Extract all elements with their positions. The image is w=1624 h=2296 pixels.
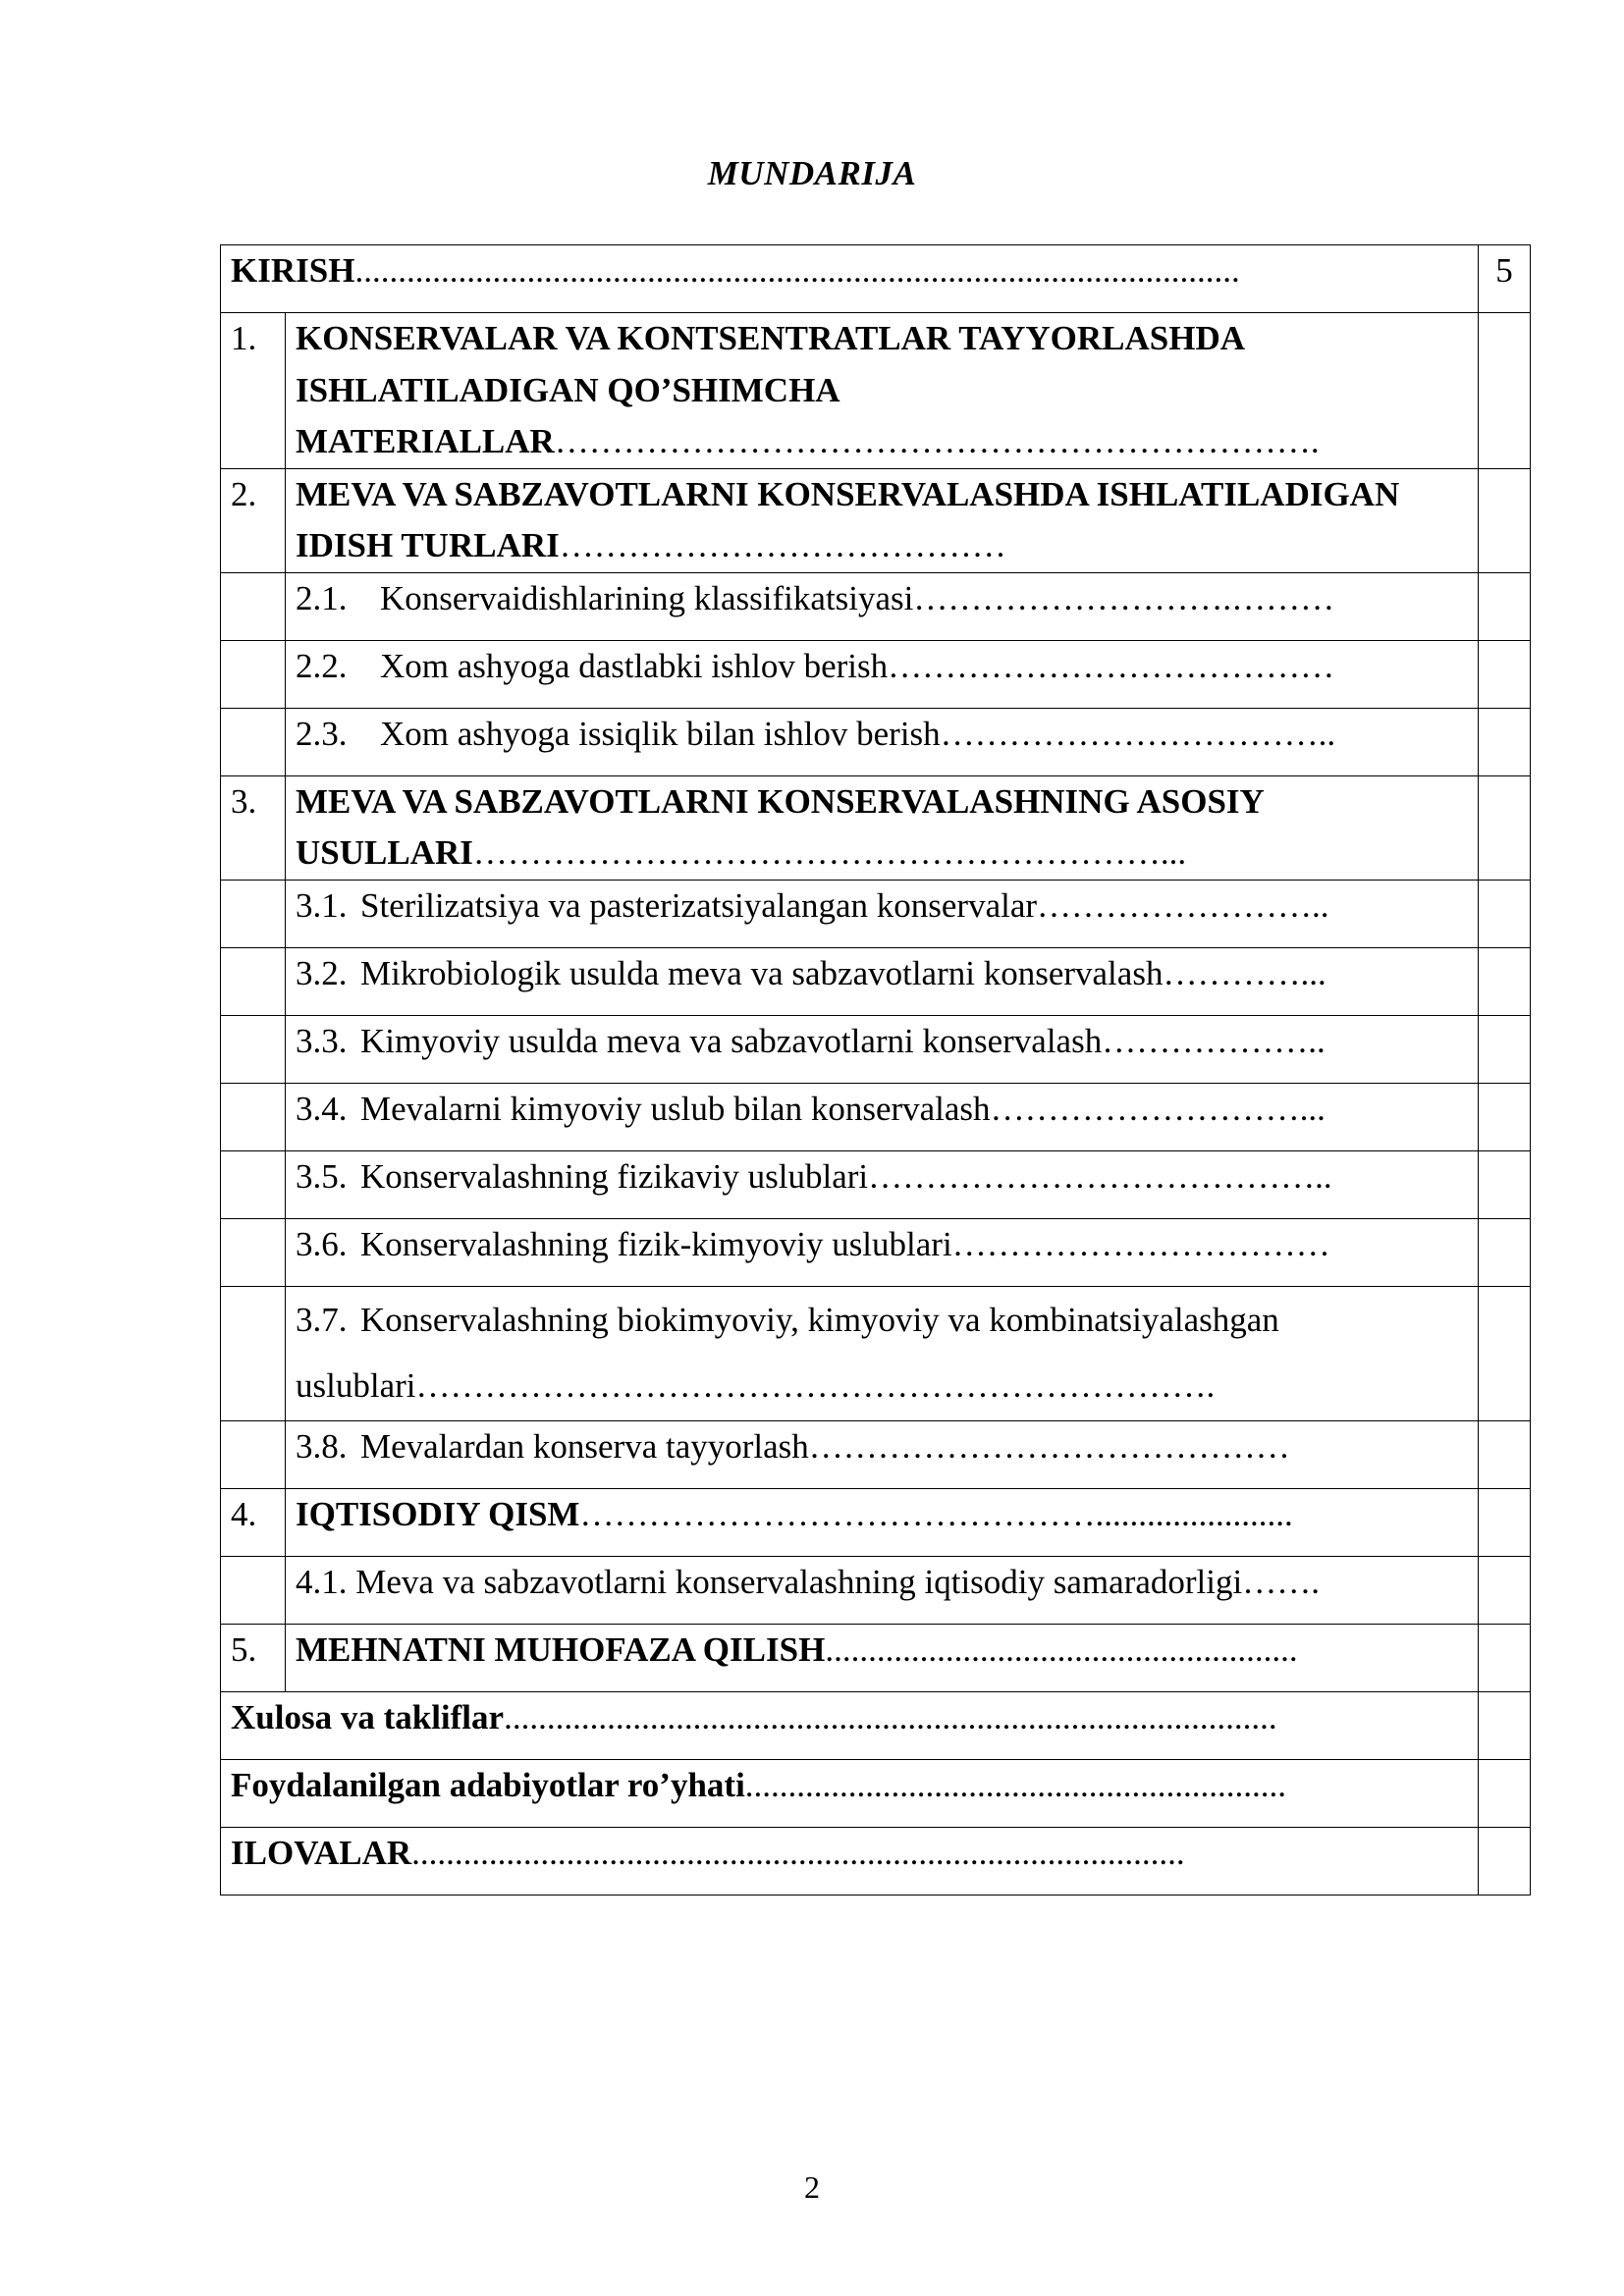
toc-page-number — [1479, 1556, 1531, 1624]
toc-entry[interactable] — [286, 1083, 1479, 1150]
toc-chapter-number: 3. — [221, 775, 286, 880]
toc-row-section-3-5 — [221, 1150, 1531, 1218]
toc-entry[interactable] — [286, 1624, 1479, 1691]
toc-leader: ………………………... — [990, 1089, 1326, 1128]
toc-row-kirish — [221, 245, 1531, 313]
toc-section-number: 3.1. — [296, 885, 348, 925]
toc-row-section-3-4 — [221, 1083, 1531, 1150]
toc-row-section-3-7 — [221, 1286, 1531, 1420]
toc-entry[interactable] — [221, 1827, 1479, 1895]
toc-entry[interactable] — [286, 775, 1479, 880]
toc-section-number: 2.2. — [296, 646, 348, 685]
toc-row-section-3-3 — [221, 1015, 1531, 1083]
toc-entry[interactable] — [286, 1150, 1479, 1218]
toc-leader: ………………………………………....................... — [579, 1494, 1293, 1533]
toc-entry[interactable] — [221, 1691, 1479, 1759]
toc-page-number — [1479, 1759, 1531, 1827]
toc-page-number — [1479, 1218, 1531, 1286]
toc-leader: ……………….. — [1102, 1021, 1326, 1060]
toc-chapter-number: 4. — [221, 1488, 286, 1556]
toc-page-number — [1479, 1015, 1531, 1083]
toc-page-number: 5 — [1479, 245, 1531, 313]
toc-leader: …………... — [1163, 953, 1326, 992]
toc-leader: …………………………………… — [808, 1426, 1290, 1466]
toc-section-number: 3.8. — [296, 1426, 348, 1466]
toc-section-number: 3.7. — [296, 1300, 348, 1339]
toc-row-section-3-2 — [221, 947, 1531, 1015]
toc-leader: ....................................................................................................... — [354, 251, 1240, 290]
toc-entry-title: Kimyoviy usulda meva va sabzavotlarni konservalash — [360, 1021, 1103, 1060]
toc-chapter-number: 1. — [221, 313, 286, 469]
toc-leader: .......................................................................................... — [411, 1833, 1185, 1872]
toc-entry-title: Meva va sabzavotlarni konservalashning iqtisodiy samaradorligi — [355, 1562, 1243, 1601]
toc-entry[interactable] — [286, 640, 1479, 708]
toc-leader: ……………………………………………………... — [472, 833, 1187, 872]
toc-page-number — [1479, 640, 1531, 708]
toc-entry-title: Mevalardan konserva tayyorlash — [360, 1426, 809, 1466]
toc-page-number — [1479, 1150, 1531, 1218]
toc-entry[interactable] — [286, 1488, 1479, 1556]
toc-section-number: 3.2. — [296, 953, 348, 992]
toc-row-chapter-3 — [221, 775, 1531, 880]
toc-entry[interactable] — [286, 572, 1479, 640]
toc-leader: ………………………………….. — [868, 1156, 1332, 1196]
toc-section-number: 3.4. — [296, 1089, 348, 1128]
toc-row-chapter-1 — [221, 313, 1531, 469]
toc-entry-title: Sterilizatsiya va pasterizatsiyalangan konservalar — [360, 885, 1038, 925]
toc-section-number: 2.3. — [296, 714, 348, 753]
toc-leader: …………………………………………………………. — [554, 422, 1320, 460]
toc-entry-title: IQTISODIY QISM — [296, 1494, 580, 1533]
toc-entry-title: KONSERVALAR VA KONTSENTRATLAR TAYYORLASHDA ISHLATILADIGAN QO’SHIMCHA MATERIALLAR — [296, 319, 1244, 460]
toc-leader: ............................................................... — [744, 1765, 1287, 1804]
toc-page-number — [1479, 708, 1531, 775]
toc-leader: ....................................................... — [825, 1629, 1298, 1669]
toc-row-adabiyotlar — [221, 1759, 1531, 1827]
toc-page-number — [1479, 880, 1531, 947]
toc-section-number: 4.1. — [296, 1562, 348, 1601]
toc-entry[interactable] — [286, 1556, 1479, 1624]
toc-entry-title: Mevalarni kimyoviy uslub bilan konservalash — [360, 1089, 991, 1128]
toc-entry[interactable] — [286, 468, 1479, 572]
toc-page-number — [1479, 1420, 1531, 1488]
toc-entry[interactable] — [286, 1218, 1479, 1286]
toc-entry-title: MEVA VA SABZAVOTLARNI KONSERVALASHDA ISHLATILADIGAN IDISH TURLARI — [296, 474, 1400, 564]
toc-entry-title: MEVA VA SABZAVOTLARNI KONSERVALASHNING ASOSIY USULLARI — [296, 781, 1264, 872]
toc-section-number: 3.6. — [296, 1224, 348, 1263]
toc-page-number — [1479, 947, 1531, 1015]
toc-chapter-number: 5. — [221, 1624, 286, 1691]
toc-entry[interactable] — [286, 947, 1479, 1015]
toc-row-chapter-2 — [221, 468, 1531, 572]
toc-page-number — [1479, 313, 1531, 469]
toc-entry-title: Konservalashning fizik-kimyoviy uslublari — [360, 1224, 952, 1263]
toc-section-number: 3.3. — [296, 1021, 348, 1060]
toc-entry-title: Konservaidishlarining klassifikatsiyasi — [380, 578, 914, 617]
toc-row-section-4-1 — [221, 1556, 1531, 1624]
toc-row-section-3-1 — [221, 880, 1531, 947]
toc-row-section-3-6 — [221, 1218, 1531, 1286]
toc-entry-title: Konservalashning fizikaviy uslublari — [360, 1156, 869, 1196]
toc-row-chapter-5 — [221, 1624, 1531, 1691]
toc-entry[interactable] — [221, 1759, 1479, 1827]
toc-entry[interactable] — [286, 1015, 1479, 1083]
toc-leader: …………………………… — [951, 1224, 1330, 1263]
toc-entry-title: MEHNATNI MUHOFAZA QILISH — [296, 1629, 826, 1669]
toc-entry-title: KIRISH — [231, 251, 355, 290]
toc-page-number — [1479, 1691, 1531, 1759]
toc-row-xulosa — [221, 1691, 1531, 1759]
toc-entry-title: Mikrobiologik usulda meva va sabzavotlarni konservalash — [360, 953, 1164, 992]
toc-page-number — [1479, 468, 1531, 572]
toc-entry-title: Konservalashning biokimyoviy, kimyoviy va kombinatsiyalashgan uslublari — [296, 1300, 1279, 1405]
toc-section-number: 2.1. — [296, 578, 348, 617]
toc-page-number — [1479, 1624, 1531, 1691]
toc-entry[interactable] — [286, 1286, 1479, 1420]
toc-entry-title: ILOVALAR — [231, 1833, 412, 1872]
toc-entry[interactable] — [286, 708, 1479, 775]
toc-leader: ……. — [1242, 1562, 1320, 1601]
toc-leader: …………………….. — [1037, 885, 1329, 925]
toc-entry[interactable] — [286, 880, 1479, 947]
toc-page-number — [1479, 572, 1531, 640]
page-number: 2 — [804, 2169, 820, 2205]
toc-entry-title: Xom ashyoga issiqlik bilan ishlov berish — [380, 714, 941, 753]
toc-row-section-2-3 — [221, 708, 1531, 775]
toc-entry[interactable] — [286, 1420, 1479, 1488]
toc-chapter-number: 2. — [221, 468, 286, 572]
toc-row-chapter-4 — [221, 1488, 1531, 1556]
toc-leader: ……………………….……… — [913, 578, 1335, 617]
toc-page-number — [1479, 775, 1531, 880]
toc-entry-title: Xom ashyoga dastlabki ishlov berish — [380, 646, 889, 685]
toc-row-section-2-1 — [221, 572, 1531, 640]
table-of-contents — [220, 244, 1531, 1896]
toc-leader: ………………………………… — [888, 646, 1335, 685]
toc-page-number — [1479, 1488, 1531, 1556]
toc-entry[interactable] — [221, 245, 1479, 313]
toc-leader: ………………………………… — [559, 526, 1006, 564]
toc-page-number — [1479, 1083, 1531, 1150]
toc-page-number — [1479, 1286, 1531, 1420]
toc-row-ilovalar — [221, 1827, 1531, 1895]
toc-entry[interactable] — [286, 313, 1479, 469]
toc-row-section-2-2 — [221, 640, 1531, 708]
toc-entry-title: Xulosa va takliflar — [231, 1697, 505, 1736]
toc-leader: ……………………………………………………………. — [415, 1365, 1216, 1405]
document-title: MUNDARIJA — [707, 154, 917, 192]
toc-entry-title: Foydalanilgan adabiyotlar ro’yhati — [231, 1765, 745, 1804]
toc-page-number — [1479, 1827, 1531, 1895]
toc-leader: …………………………….. — [940, 714, 1336, 753]
toc-section-number: 3.5. — [296, 1156, 348, 1196]
toc-row-section-3-8 — [221, 1420, 1531, 1488]
toc-leader: .......................................................................................... — [504, 1697, 1277, 1736]
